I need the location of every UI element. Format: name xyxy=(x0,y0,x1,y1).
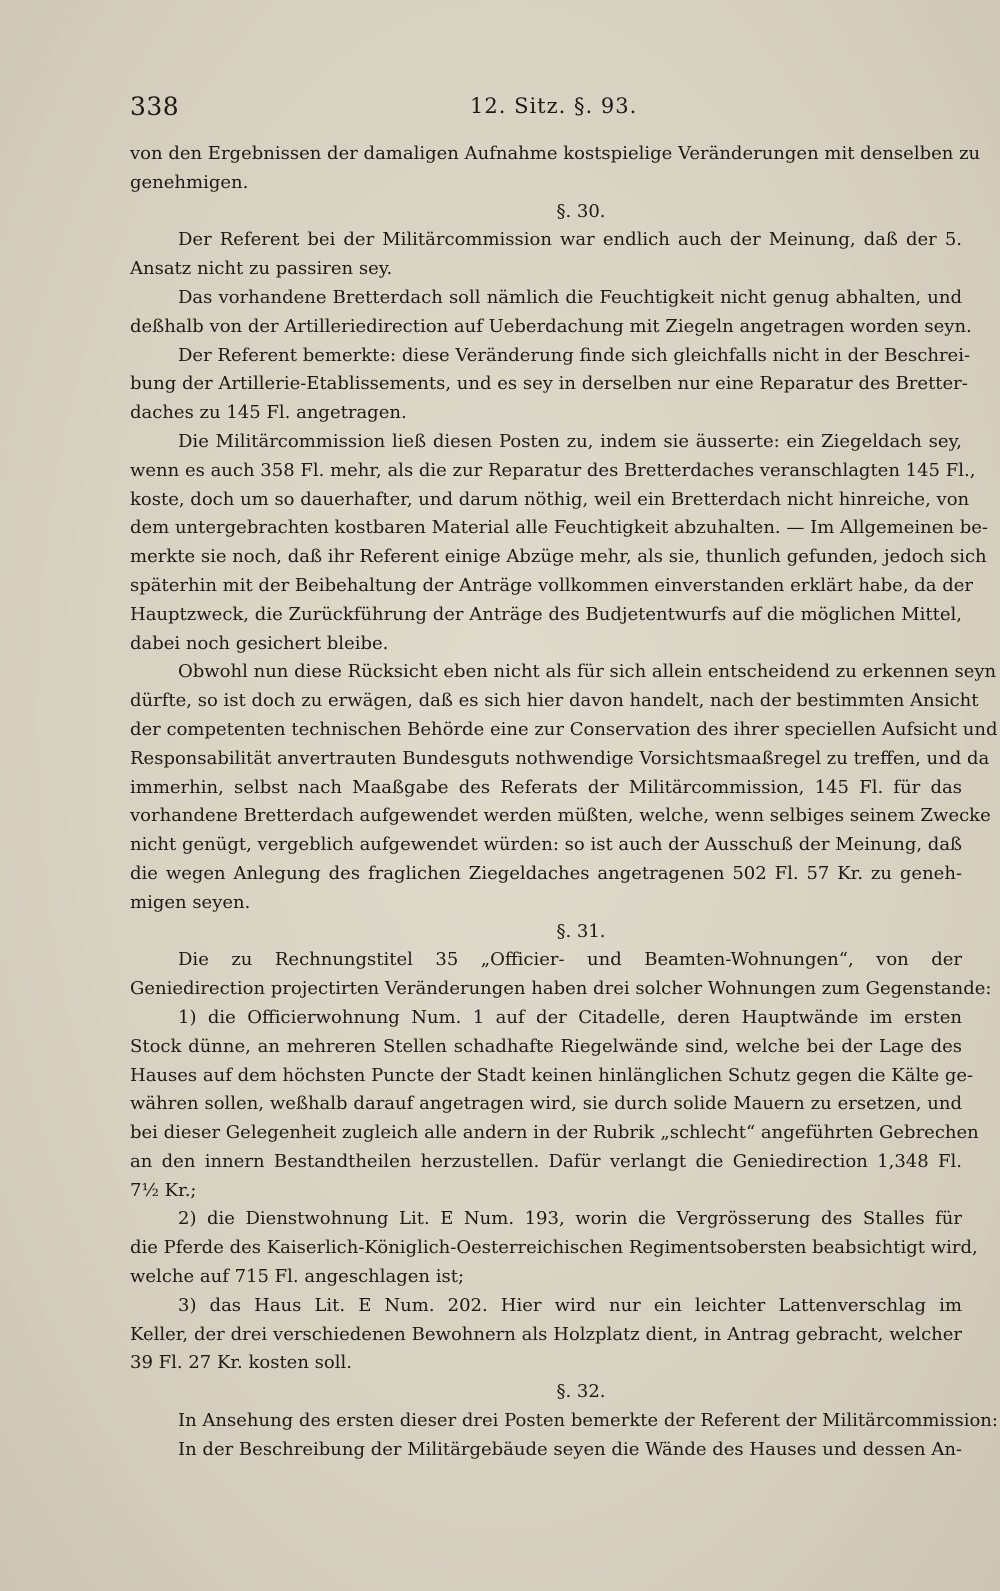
text-line: die wegen Anlegung des fraglichen Ziegeldaches angetragenen 502 Fl. 57 Kr. zu geneh- xyxy=(130,862,962,884)
text-line: Die zu Rechnungstitel 35 „Officier- und Beamten-Wohnungen“, von der xyxy=(178,949,962,971)
page-header xyxy=(130,92,962,132)
text-line: 1) die Officierwohnung Num. 1 auf der Citadelle, deren Hauptwände im ersten xyxy=(178,1006,962,1028)
text-line: nicht genügt, vergeblich aufgewendet würden: so ist auch der Ausschuß der Meinung, daß xyxy=(130,834,963,856)
text-line: koste, doch um so dauerhafter, und darum nöthig, weil ein Bretterdach nicht hinreiche, von xyxy=(130,488,970,510)
text-line: migen seyen. xyxy=(130,891,251,913)
text-line: 2) die Dienstwohnung Lit. E Num. 193, worin die Vergrösserung des Stalles für xyxy=(178,1208,962,1230)
text-line: 3) das Haus Lit. E Num. 202. Hier wird nur ein leichter Lattenverschlag im xyxy=(178,1294,962,1316)
text-line: die Pferde des Kaiserlich-Königlich-Oesterreichischen Regimentsobersten beabsichtigt wird, xyxy=(130,1237,978,1259)
text-line: Hauses auf dem höchsten Puncte der Stadt keinen hinlänglichen Schutz gegen die Kälte ge- xyxy=(130,1064,974,1086)
text-line: dem untergebrachten kostbaren Material alle Feuchtigkeit abzuhalten. — Im Allgemeinen be- xyxy=(130,517,988,539)
text-line: von den Ergebnissen der damaligen Aufnahme kostspielige Veränderungen mit denselben zu xyxy=(130,143,981,164)
text-line: späterhin mit der Beibehaltung der Anträge vollkommen einverstanden erklärt habe, da der xyxy=(130,574,974,596)
text-line: Der Referent bemerkte: diese Veränderung finde sich gleichfalls nicht in der Beschrei- xyxy=(178,344,971,366)
text-line: Geniedirection projectirten Veränderungen haben drei solcher Wohnungen zum Gegenstande: xyxy=(130,978,992,1000)
text-line: Obwohl nun diese Rücksicht eben nicht als für sich allein entscheidend zu erkennen seyn xyxy=(178,661,997,683)
text-line: bei dieser Gelegenheit zugleich alle andern in der Rubrik „schlecht“ angeführten Gebrechen xyxy=(130,1122,979,1144)
text-line: 7½ Kr.; xyxy=(130,1179,197,1201)
section-heading: §. 32. xyxy=(556,1381,606,1403)
text-line: merkte sie noch, daß ihr Referent einige Abzüge mehr, als sie, thunlich gefunden, jedoch sich xyxy=(130,546,987,568)
text-line: daches zu 145 Fl. angetragen. xyxy=(130,402,407,424)
page-number: 338 xyxy=(130,92,180,121)
text-line: an den innern Bestandtheilen herzustellen. Dafür verlangt die Geniedirection 1,348 Fl. xyxy=(130,1150,962,1172)
text-line: Der Referent bei der Militärcommission war endlich auch der Meinung, daß der 5. xyxy=(178,229,962,251)
text-line: der competenten technischen Behörde eine zur Conservation des ihrer speciellen Aufsicht und xyxy=(130,718,998,740)
text-line: währen sollen, weßhalb darauf angetragen wird, sie durch solide Mauern zu ersetzen, und xyxy=(130,1093,962,1115)
section-heading: §. 30. xyxy=(556,200,606,222)
text-line: Die Militärcommission ließ diesen Posten zu, indem sie äusserte: ein Ziegeldach sey, xyxy=(178,430,962,452)
text-line: In der Beschreibung der Militärgebäude seyen die Wände des Hauses und dessen An- xyxy=(178,1438,962,1460)
text-line: bung der Artillerie-Etablissements, und es sey in derselben nur eine Reparatur des Bretter- xyxy=(130,373,968,395)
text-line: In Ansehung des ersten dieser drei Posten bemerkte der Referent der Militärcommission: xyxy=(178,1410,998,1432)
text-line: welche auf 715 Fl. angeschlagen ist; xyxy=(130,1266,465,1288)
body-text xyxy=(130,140,998,1465)
text-line: Stock dünne, an mehreren Stellen schadhafte Riegelwände sind, welche bei der Lage des xyxy=(130,1035,962,1057)
text-line: 39 Fl. 27 Kr. kosten soll. xyxy=(130,1352,352,1374)
running-head: 12. Sitz. §. 93. xyxy=(470,94,638,118)
text-line: Hauptzweck, die Zurückführung der Anträge des Budjetentwurfs auf die möglichen Mittel, xyxy=(130,603,962,625)
text-line: immerhin, selbst nach Maaßgabe des Referats der Militärcommission, 145 Fl. für das xyxy=(130,776,962,798)
section-heading: §. 31. xyxy=(556,920,606,942)
text-line: vorhandene Bretterdach aufgewendet werden müßten, welche, wenn selbiges seinem Zwecke xyxy=(130,805,991,827)
text-line: genehmigen. xyxy=(130,171,249,193)
text-line: dürfte, so ist doch zu erwägen, daß es sich hier davon handelt, nach der bestimmten Ansicht xyxy=(130,690,979,712)
text-line: Responsabilität anvertrauten Bundesguts nothwendige Vorsichtsmaaßregel zu treffen, und da xyxy=(130,747,990,769)
text-line: Das vorhandene Bretterdach soll nämlich die Feuchtigkeit nicht genug abhalten, und xyxy=(178,286,962,308)
text-line: deßhalb von der Artilleriedirection auf Ueberdachung mit Ziegeln angetragen worden seyn. xyxy=(130,315,972,337)
text-line: dabei noch gesichert bleibe. xyxy=(130,632,389,654)
text-line: Keller, der drei verschiedenen Bewohnern als Holzplatz dient, in Antrag gebracht, welcher xyxy=(130,1323,962,1345)
text-line: wenn es auch 358 Fl. mehr, als die zur Reparatur des Bretterdaches veranschlagten 145 Fl., xyxy=(130,459,976,481)
text-line: Ansatz nicht zu passiren sey. xyxy=(130,258,393,280)
